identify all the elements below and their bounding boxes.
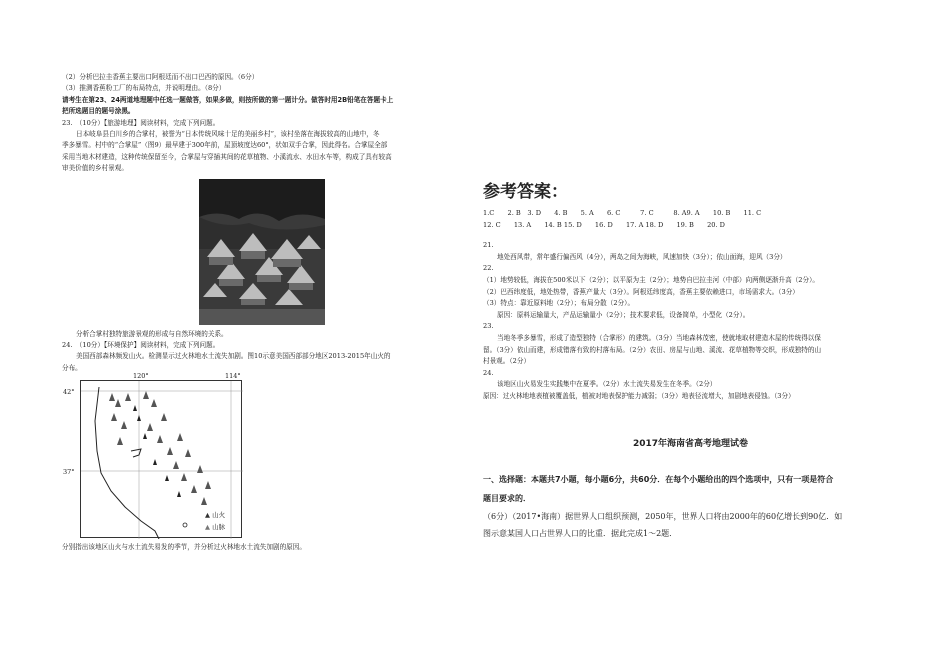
fire-icon: ▲ (205, 511, 210, 520)
legend-mountain-label: 山脉 (212, 523, 226, 532)
right-column (483, 180, 898, 542)
answer-23-text-3: 村景观。（2分） (483, 357, 531, 366)
answer-22-part-3: （3）特点：靠近原料地（2分）；布局分散（2分）。 (483, 299, 635, 308)
question-24-ask: 分别指出该地区山火与水土流失易发的季节，并分析过火林地水土流失加剧的原因。 (62, 543, 306, 552)
answers-row-1: 1.C 2. B 3. D 4. B 5. A 6. C 7. C 8. A9. A 10. B 11. C (483, 209, 762, 217)
question-23-heading: 23. （10分）【旅游地理】阅读材料，完成下列问题。 (62, 118, 220, 127)
question-1-text-2: 图示意某国人口占世界人口的比重．据此完成1～2题． (483, 529, 678, 539)
answer-22-part-4: 原因：原料运输量大，产品运输量小（2分）；技术要求低，设备简单，小型化（2分）。 (497, 310, 750, 319)
question-22-part-3: （3）推测香蕉粉工厂的布局特点，并说明理由。（8分） (62, 84, 226, 93)
wildfire-map (63, 372, 242, 538)
question-24-text-1: 美国西部森林频发山火。检测显示过火林地水土流失加剧。图10示意美国西部部分地区2013-2015年山火的 (76, 352, 391, 361)
question-22-part-2: （2）分析巴拉圭香蕉主要出口阿根廷而不出口巴西的原因。（6分） (62, 73, 259, 81)
mountain-icon: ▲ (205, 523, 210, 532)
answer-23-number: 23. (483, 322, 494, 331)
question-24-heading: 24. （10分）【环境保护】阅读材料，完成下列问题。 (62, 341, 220, 350)
map-longitude-120: 120° (133, 372, 149, 381)
notice-line-2: 把所选题目的题号涂黑。 (62, 107, 135, 116)
section-1-heading-line-1: 一、选择题：本题共7小题，每小题6分，共60分．在每个小题给出的四个选项中，只有一项是符合 (483, 475, 834, 485)
answer-24-text-1: 该地区山火易发生实践集中在夏季。（2分）水土流失易发生在冬季。（2分） (497, 380, 717, 389)
section-1-heading-line-2: 题目要求的． (483, 494, 531, 504)
exam-title: 2017年海南省高考地理试卷 (632, 438, 749, 449)
answer-21-number: 21. (483, 241, 494, 250)
question-23-text-1: 日本岐阜县白川乡的合掌村，被誉为“日本传统风味十足的美丽乡村”，该村坐落在海拔较高的山地中，冬 (76, 130, 380, 139)
answer-21-text: 地处西风带，常年盛行偏西风（4分），两岛之间为海峡，风速加快（3分）；依山面海，迎风（3分） (497, 252, 787, 261)
answer-24-number: 24. (483, 368, 494, 377)
question-23-text-2: 季多暴雪。村中的“合掌屋”（图9）最早建于300年前，屋顶坡度达60°，状如双手合掌，因此得名。合掌屋全部 (62, 141, 388, 150)
question-23-text-3: 采用当地木材建造，这种传统保留至今，合掌屋与穿插其间的花草植物、小溪流水、水田水车等，构成了具有较高 (62, 152, 392, 161)
map-longitude-114: 114° (225, 372, 241, 381)
map-latitude-42: 42° (63, 388, 75, 397)
question-23-ask: 分析合掌村独特旅游景观的形成与自然环境的关系。 (76, 329, 228, 338)
legend-fire-label: 山火 (212, 511, 226, 520)
answers-row-2: 12. C 13. A 14. B 15. D 16. D 17. A 18. D 19. B 20. D (483, 220, 725, 229)
answer-23-text-1: 当地冬季多暴雪，形成了造型独特（合掌形）的建筑。（3分）当地森林茂密，使就地取材建造木屋的传统得以保 (497, 333, 821, 342)
gassho-village-photo (199, 179, 325, 325)
map-latitude-37: 37° (63, 468, 75, 477)
answer-23-text-2: 留。（3分）依山而建，形成错落有致的村落布局。（2分）农田、房屋与山地、溪流、花草植物等交织，形成独特的山 (483, 345, 822, 354)
question-23-text-4: 审美价值的乡村景观。 (62, 164, 128, 173)
question-24-text-2: 分布。 (62, 363, 82, 372)
answer-22-part-2: （2）巴西纬度低，地处热带，香蕉产量大（3分）。阿根廷纬度高，香蕉主要依赖进口，市场需求大。（3分） (483, 287, 799, 296)
answer-22-number: 22. (483, 264, 494, 273)
map-legend (205, 509, 225, 533)
left-column (62, 72, 470, 554)
answers-title: 参考答案： (483, 182, 568, 202)
answer-22-part-1: （1）地势较低，海拔在500米以下（2分）；以平原为主（2分）；地势自巴拉圭河（中部）向两侧逐渐升高（2分）。 (483, 275, 819, 284)
answer-24-text-2: 原因：过火林地地表植被覆盖低，植被对地表保护能力减弱；（3分）地表径流增大，加剧地表侵蚀。（3分） (483, 391, 795, 400)
village-photo-drawing (199, 179, 325, 325)
question-1-text-1: （6分）（2017•海南）据世界人口组织预测，2050年，世界人口将由2000年的60亿增长到90亿．如 (483, 512, 843, 522)
notice-line-1: 请考生在第23、24两道地理题中任选一题做答，如果多做，则按所做的第一题计分。做答时用2B铅笔在答题卡上 (62, 95, 394, 104)
